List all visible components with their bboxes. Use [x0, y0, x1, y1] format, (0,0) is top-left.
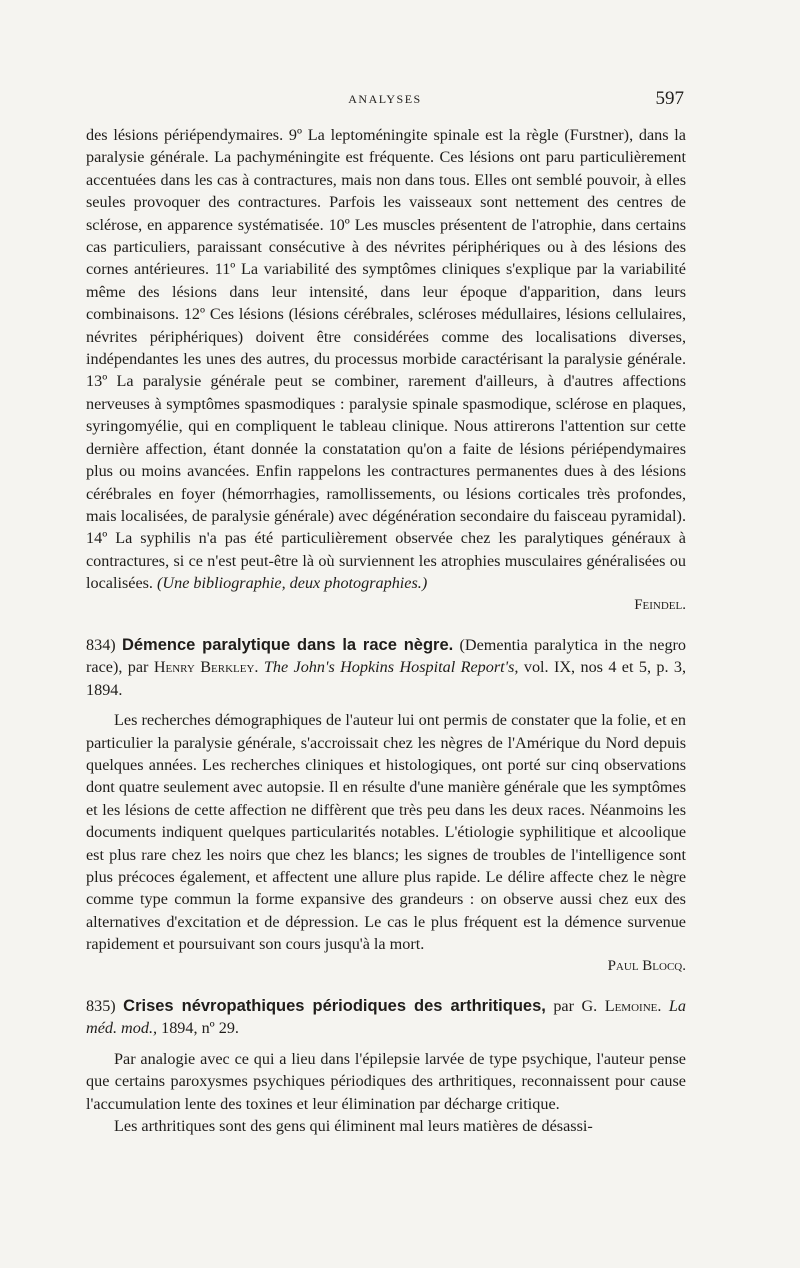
- citation: (Une bibliographie, deux photographies.): [157, 574, 428, 593]
- body-text: [86, 124, 686, 1137]
- journal-reference: vol. IX, nos 4 et 5, p. 3, 1894.: [86, 658, 687, 699]
- article-heading: [86, 634, 686, 701]
- article-title: Démence paralytique dans la race nègre.: [121, 635, 454, 654]
- original-title: (Dementia paralytica in the negro race), par: [86, 635, 687, 677]
- article-paragraph-2: Les arthritiques sont des gens qui éliminent mal leurs matières de désassi-: [114, 1117, 593, 1136]
- article-paragraph-1: Par analogie avec ce qui a lieu dans l'épilepsie larvée de type psychique, l'auteur pense que certains paroxysmes psychiques périodiques des arthritiques, reconnaissent pour cause l'accumulation lente des toxines et leur élimination par décharge critique.: [86, 1049, 686, 1113]
- article-number: 835): [86, 997, 116, 1016]
- article-835: [86, 995, 686, 1137]
- article-body: Les recherches démographiques de l'auteur lui ont permis de constater que la folie, et en particulier la paralysie générale, s'accroissait chez les nègres de l'Amérique du Nord depuis quelques années. Les recherches cliniques et histologiques, ont porté sur cinq observations dont quatre seulement avec autopsie. Il en résulte d'une manière générale que les symptômes et les lésions de cette affection ne diffèrent que très peu dans les deux races. Néanmoins les documents indiquent quelques particularités notables. L'étiologie syphilitique et alcoolique est plus rare chez les noirs que chez les blancs; les signes de troubles de l'intelligence sont plus précoces également, et affectent une allure plus rapide. Le délire affecte chez le nègre comme type commun la forme expansive des grandeurs : on observe aussi chez eux des alternatives d'excitation et de dépression. Le cas le plus fréquent est la démence survenue rapidement et poursuivant son cours jusqu'à la mort.: [86, 711, 686, 954]
- running-head: [86, 88, 684, 112]
- running-title: ANALYSES: [348, 92, 422, 106]
- article-author: Henry Berkley.: [153, 658, 259, 677]
- article-title: Crises névropathiques périodiques des arthritiques,: [123, 997, 546, 1016]
- journal-reference: 1894, nº 29.: [161, 1019, 239, 1038]
- article-number: 834): [86, 635, 116, 654]
- review-paragraph: des lésions périépendymaires. 9º La leptoméningite spinale est la règle (Furstner), dans la paralysie générale. La pachyméningite est fréquente. Ces lésions ont paru particulièrement accentuées dans les cas à contractures, mais non dans tous. Elles ont semblé pouvoir, à elles seules provoquer des contractures. Parfois les vaisseaux sont nettement des centres de sclérose, en apparence systématisée. 10º Les muscles présentent de l'atrophie, dans certains cas particuliers, paraissant consécutive à des névrites périphériques ou à des lésions des cornes antérieures. 11º La variabilité des symptômes cliniques s'explique par la variabilité même des lésions dans leur intensité, dans leur époque d'apparition, dans leurs combinaisons. 12º Ces lésions (lésions cérébrales, scléroses médullaires, lésions cellulaires, névrites périphériques) doivent être considérées comme des localisations diverses, indépendantes les unes des autres, du processus morbide caractérisant la paralysie générale. 13º La paralysie générale peut se combiner, rarement d'ailleurs, à d'autres affections nerveuses à symptômes spasmodiques : paralysie spinale spasmodique, sclérose en plaques, syringomyélie, qui en compliquent le tableau clinique. Nous attirerons l'attention sur cette dernière affection, étant donnée la constatation qu'on a faite de lésions périépendymaires plus ou moins avancées. Enfin rappelons les contractures permanentes dues à des lésions cérébrales en foyer (hémorrhagies, ramollissements, ou lésions corticales très profondes, mais localisées, de paralysie générale) avec dégénération secondaire du faisceau pyramidal). 14º La syphilis n'a pas été particulièrement observée chez les paralytiques généraux à contractures, si ce n'est peut-être là où surviennent les atrophies musculaires généralisées ou localisées. (Une bibliographie, deux photographies.): [86, 126, 686, 593]
- by-label: par: [553, 997, 574, 1016]
- journal-name: La méd. mod.,: [86, 997, 687, 1038]
- journal-name: The John's Hopkins Hospital Report's,: [263, 658, 519, 677]
- article-author: G. Lemoine.: [581, 997, 662, 1016]
- article-heading: [86, 995, 686, 1040]
- signature-feindel: Feindel.: [634, 596, 686, 613]
- signature-blocq: Paul Blocq.: [607, 957, 686, 974]
- article-834: [86, 634, 686, 977]
- page-number: 597: [655, 88, 684, 109]
- previous-review-continued: [86, 124, 686, 616]
